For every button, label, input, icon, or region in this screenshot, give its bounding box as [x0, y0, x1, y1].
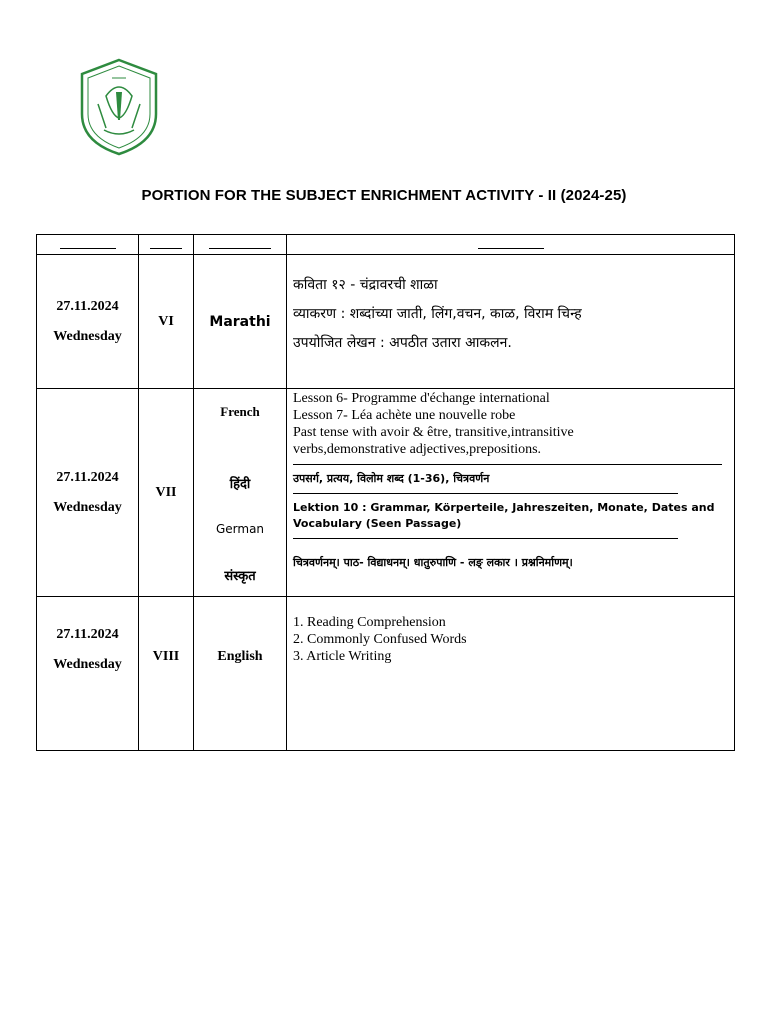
- table-row: [37, 255, 735, 389]
- subject-cell: Marathi: [194, 255, 287, 389]
- subject-cell: English: [194, 597, 287, 751]
- portion-line: 2. Commonly Confused Words: [293, 632, 467, 647]
- header-class-cell: [139, 235, 194, 255]
- day: Wednesday: [53, 499, 122, 515]
- portion-line: 1. Reading Comprehension: [293, 615, 446, 630]
- portion-cell: [287, 255, 735, 389]
- date-cell: [37, 255, 139, 389]
- date-cell: [37, 597, 139, 751]
- divider: [293, 487, 678, 494]
- date: 27.11.2024: [56, 298, 119, 314]
- date: 27.11.2024: [56, 627, 119, 642]
- portion-line: व्याकरण : शब्दांच्या जाती, लिंग,वचन, काळ, विराम चिन्ह: [293, 306, 582, 322]
- class-cell: VII: [139, 389, 194, 597]
- date: 27.11.2024: [56, 469, 119, 485]
- divider: [293, 458, 722, 465]
- table-row: [37, 389, 735, 597]
- subject-sanskrit: संस्कृत: [224, 568, 256, 584]
- day: Wednesday: [53, 328, 122, 344]
- header-date-cell: [37, 235, 139, 255]
- portion-line: Vocabulary (Seen Passage): [293, 517, 462, 530]
- portion-line: उपयोजित लेखन : अपठीत उतारा आकलन.: [293, 335, 512, 351]
- subject-cell: [194, 389, 287, 597]
- subject-hindi: हिंदी: [229, 476, 251, 492]
- school-logo: [76, 56, 162, 156]
- subject-german: German: [215, 521, 265, 536]
- header-subject-cell: [194, 235, 287, 255]
- subject-french: French: [220, 403, 260, 419]
- header-row: [37, 235, 735, 255]
- schedule-table: [36, 234, 735, 751]
- class-cell: VI: [139, 255, 194, 389]
- portion-line: उपसर्ग, प्रत्यय, विलोम शब्द (1-36), चित्रवर्णन: [293, 472, 490, 485]
- page-title: PORTION FOR THE SUBJECT ENRICHMENT ACTIVITY - II (2024-25): [141, 187, 627, 204]
- portion-line: Past tense with avoir & être, transitive,intransitive: [293, 425, 574, 440]
- header-portion-cell: [287, 235, 735, 255]
- portion-line: Lektion 10 : Grammar, Körperteile, Jahreszeiten, Monate, Dates and: [293, 501, 715, 514]
- table-row: [37, 597, 735, 751]
- day: Wednesday: [53, 657, 122, 672]
- divider: [293, 532, 678, 539]
- portion-line: 3. Article Writing: [293, 649, 392, 664]
- portion-cell: [287, 597, 735, 751]
- portion-line: चित्रवर्णनम्। पाठ- विद्याधनम्। धातुरुपाणि - लङ् लकार । प्रश्ननिर्माणम्।: [293, 556, 573, 569]
- class-cell: VIII: [139, 597, 194, 751]
- portion-line: verbs,demonstrative adjectives,prepositions.: [293, 442, 542, 457]
- portion-line: Lesson 6- Programme d'échange international: [293, 391, 550, 406]
- portion-line: कविता १२ - चंद्रावरची शाळा: [293, 277, 438, 293]
- portion-cell: [287, 389, 735, 597]
- date-cell: [37, 389, 139, 597]
- portion-line: Lesson 7- Léa achète une nouvelle robe: [293, 408, 516, 423]
